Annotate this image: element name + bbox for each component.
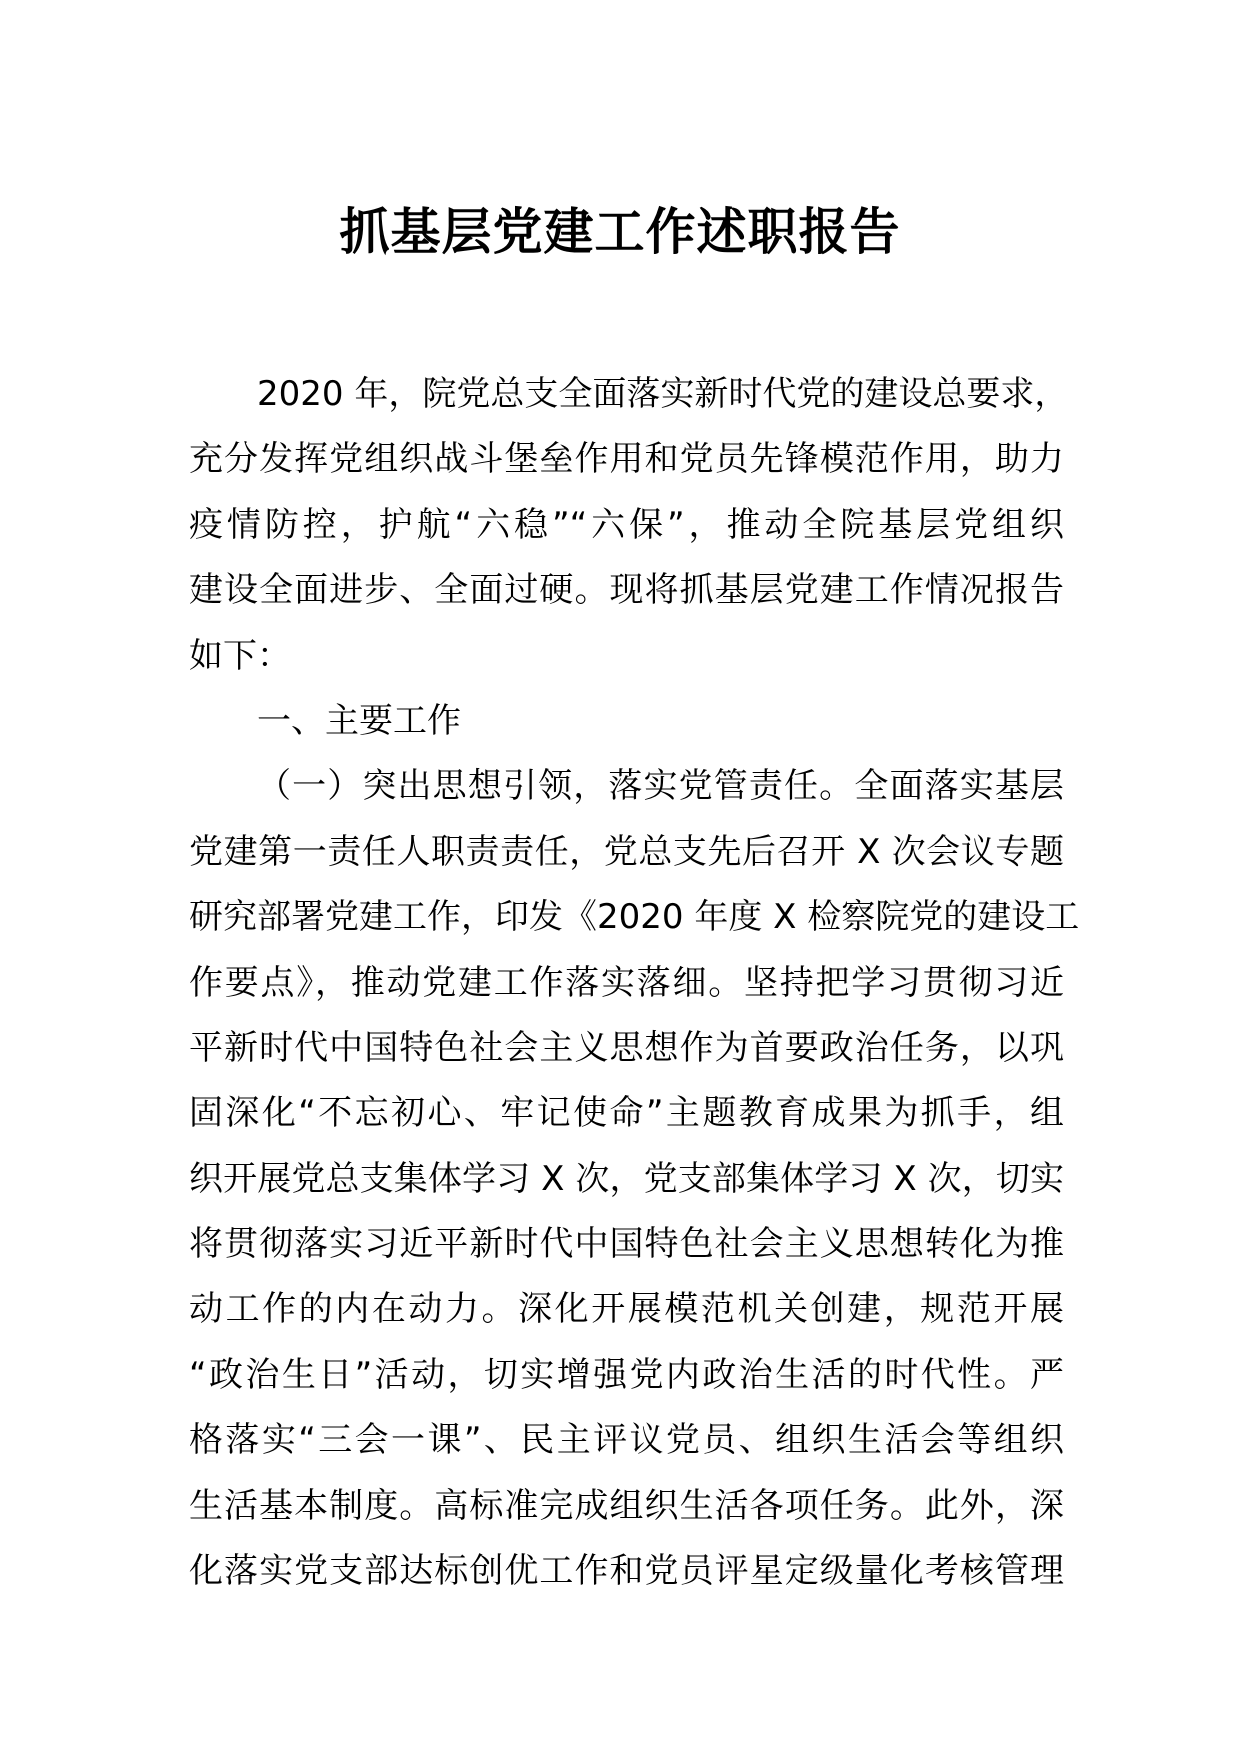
text-line: “政治生日”活动，切实增强党内政治生活的时代性。严 [189,1354,1064,1395]
text-line: 固深化“不忘初心、牢记使命”主题教育成果为抓手，组 [189,1093,1064,1134]
text-line: 平新时代中国特色社会主义思想作为首要政治任务，以巩 [189,1027,1064,1068]
text-line: 充分发挥党组织战斗堡垒作用和党员先锋模范作用，助力 [189,439,1064,480]
text-line: 党建第一责任人职责责任，党总支先后召开 X 次会议专题 [189,831,1064,872]
text-line: 研究部署党建工作，印发《2020 年度 X 检察院党的建设工 [189,897,1080,938]
text-line: 格落实“三会一课”、民主评议党员、组织生活会等组织 [189,1420,1064,1461]
section-heading [189,689,1064,754]
paragraph [189,754,1080,1604]
paragraph [189,362,1069,689]
text-line: 一、主要工作 [257,700,461,741]
text-line: 如下： [189,635,291,676]
text-line: 化落实党支部达标创优工作和党员评星定级量化考核管理 [189,1551,1064,1592]
text-line: 2020 年，院党总支全面落实新时代党的建设总要求， [257,374,1069,414]
text-line: 疫情防控，护航“六稳”“六保”，推动全院基层党组织 [189,504,1064,545]
text-line: 生活基本制度。高标准完成组织生活各项任务。此外，深 [189,1485,1064,1526]
document-body [189,362,1080,1604]
text-line: 动工作的内在动力。深化开展模范机关创建，规范开展 [189,1289,1064,1330]
text-line: 作要点》，推动党建工作落实落细。坚持把学习贯彻习近 [189,962,1064,1003]
text-line: （一）突出思想引领，落实党管责任。全面落实基层 [257,766,1064,807]
document-title: 抓基层党建工作述职报告 [339,203,901,261]
text-line: 织开展党总支集体学习 X 次，党支部集体学习 X 次，切实 [189,1158,1064,1199]
text-line: 建设全面进步、全面过硬。现将抓基层党建工作情况报告 [189,570,1064,611]
text-line: 将贯彻落实习近平新时代中国特色社会主义思想转化为推 [189,1224,1064,1265]
